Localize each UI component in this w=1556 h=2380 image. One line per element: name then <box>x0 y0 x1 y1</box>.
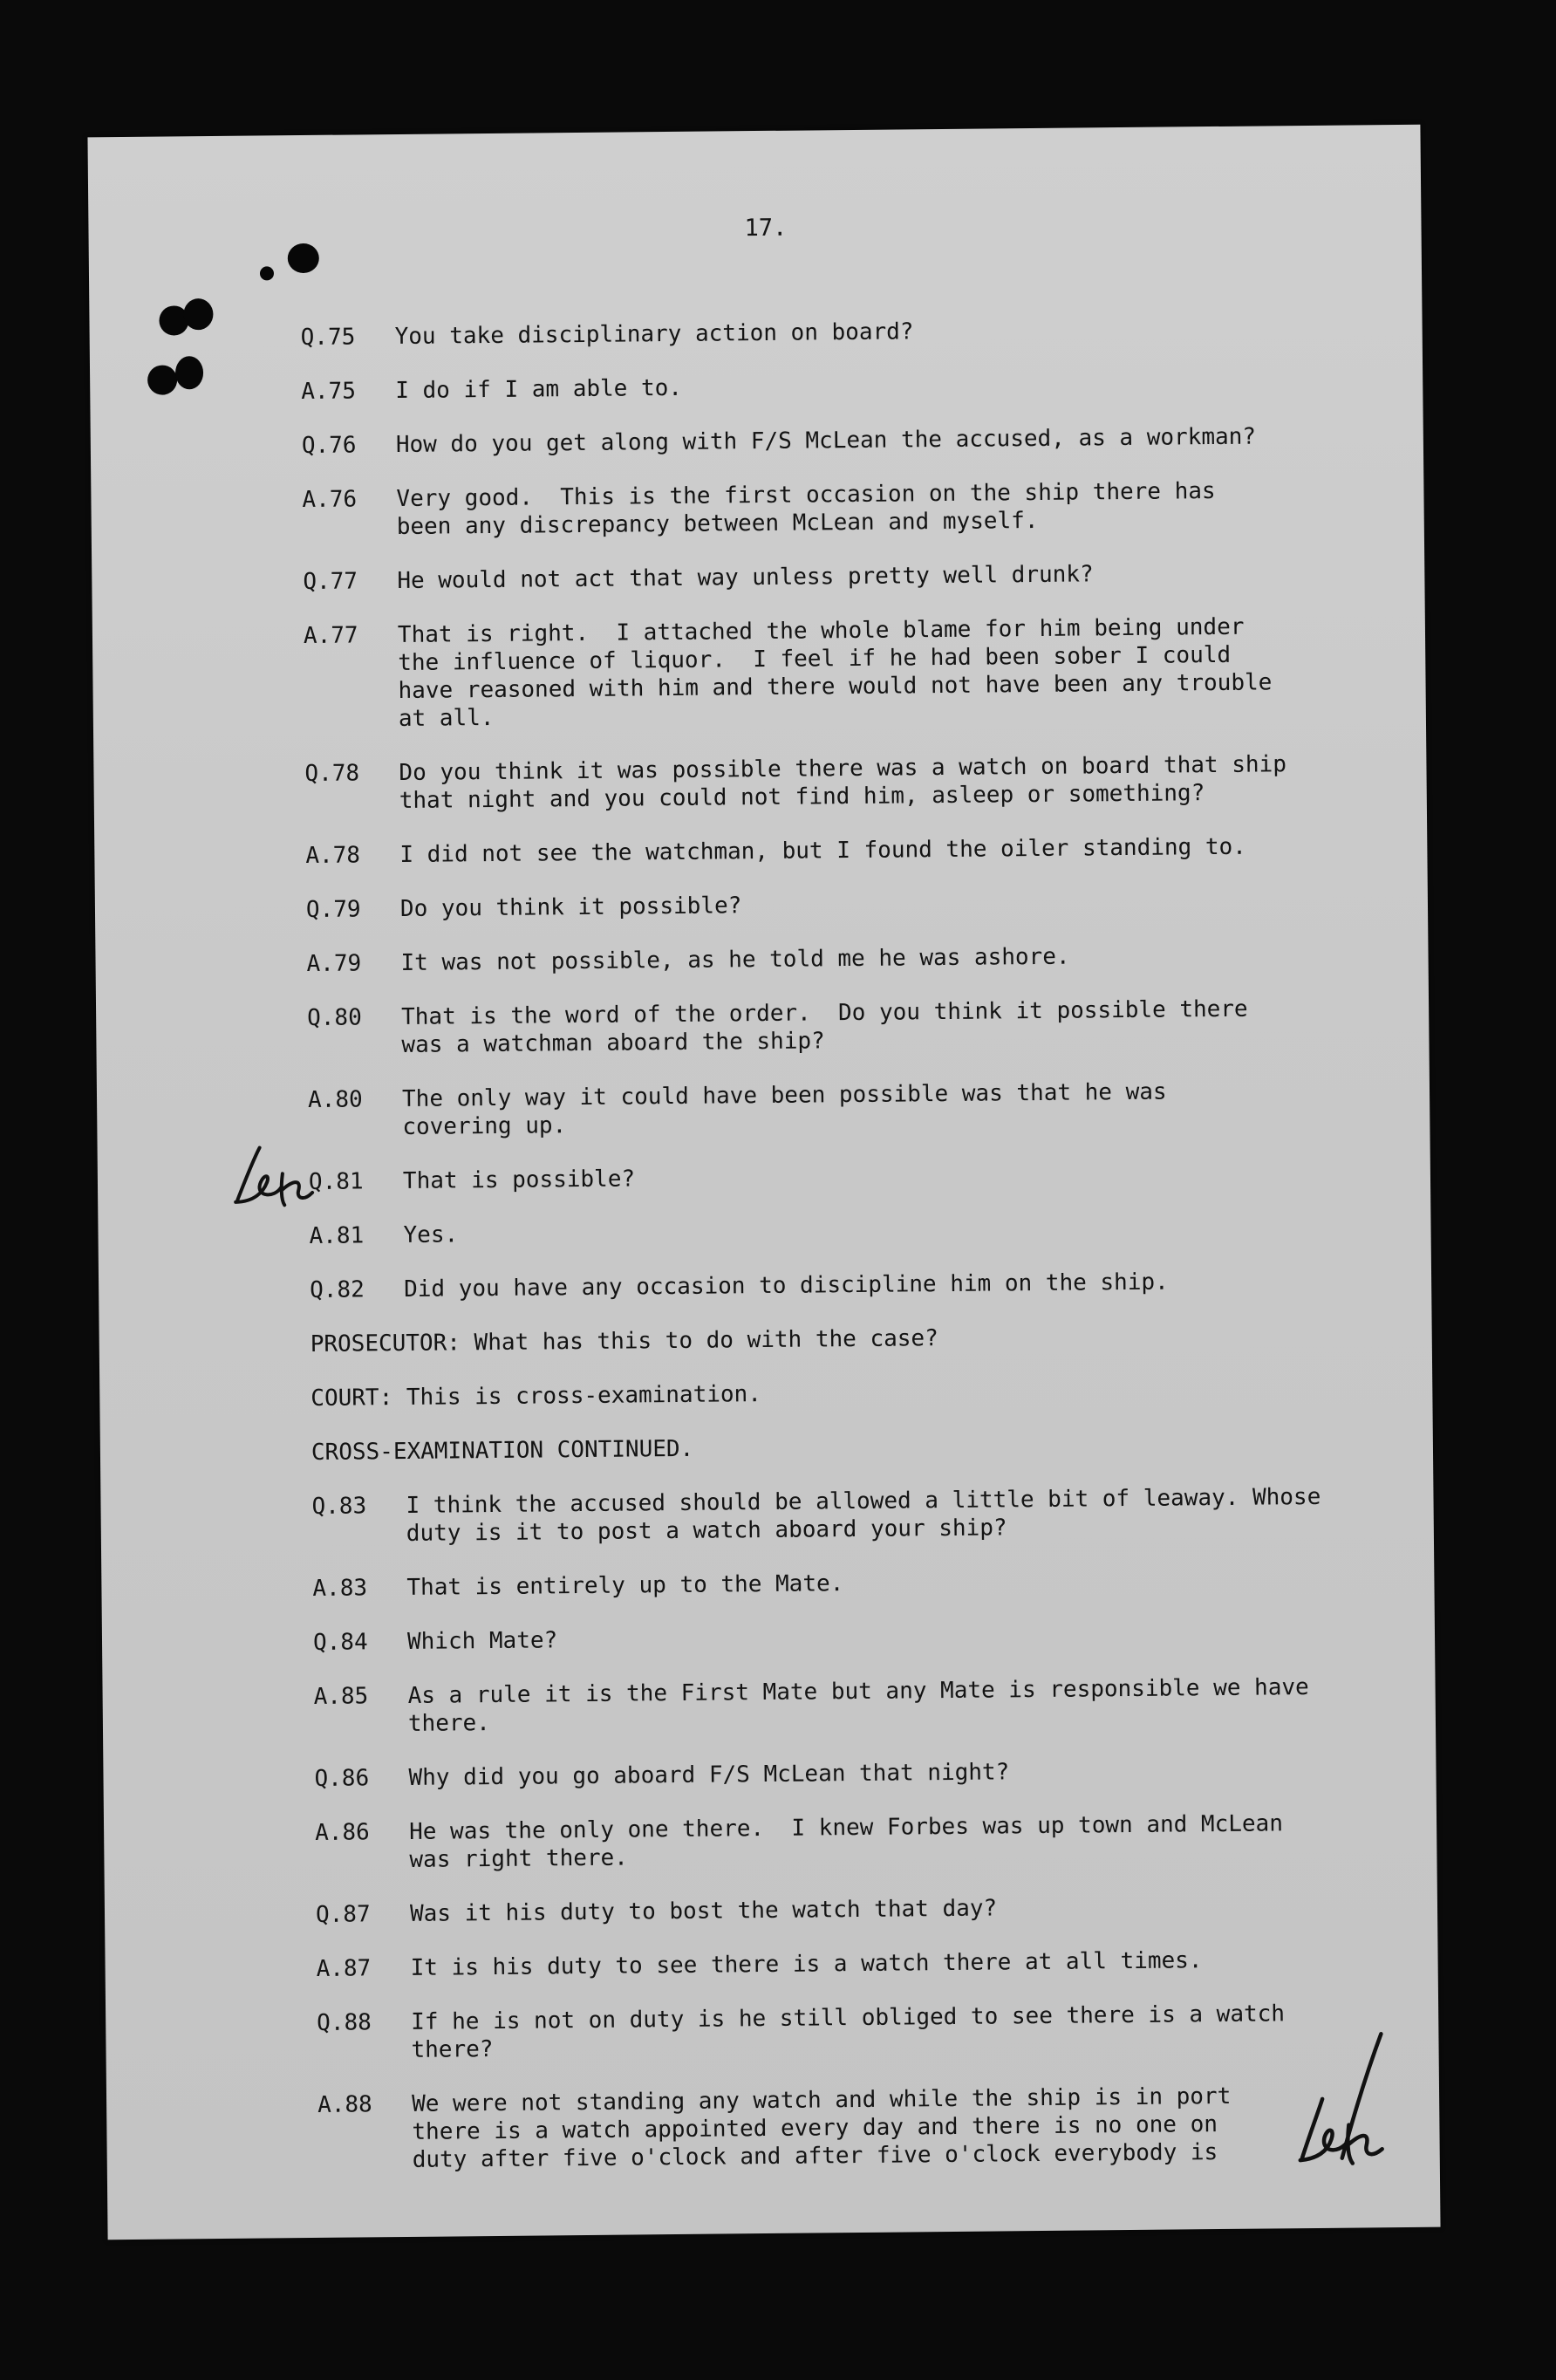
entry-text <box>410 1891 1362 1927</box>
text-line: PROSECUTOR: What has this to do with the case? <box>310 1325 938 1358</box>
punch-hole <box>288 243 319 273</box>
margin-initials <box>229 1139 325 1218</box>
entry-label: Q.80 <box>307 1004 362 1032</box>
statement-line <box>311 1428 1358 1467</box>
entry-label: A.79 <box>306 950 362 978</box>
entry-text <box>399 832 1352 869</box>
entry-label: Q.75 <box>300 324 356 352</box>
entry-label: Q.84 <box>312 1629 368 1656</box>
text-line: I did not see the watchman, but I found the oiler standing to. <box>399 833 1246 868</box>
text-line: That is possible? <box>402 1166 636 1194</box>
entry-text <box>397 558 1349 595</box>
entry-text <box>395 314 1348 351</box>
entry-label: A.80 <box>307 1086 363 1114</box>
text-line: COURT: This is cross-examination. <box>311 1381 762 1412</box>
document-page <box>87 125 1440 2240</box>
entry-text <box>395 368 1348 405</box>
entry-text <box>408 1754 1361 1791</box>
statement-line <box>311 1374 1357 1412</box>
question-entry <box>306 886 1353 925</box>
text-line: at all. <box>398 704 495 732</box>
answer-entry <box>312 1564 1359 1603</box>
entry-text <box>404 1266 1356 1303</box>
entry-text <box>410 1945 1362 1981</box>
question-entry <box>310 1266 1356 1304</box>
text-line: there? <box>411 2036 494 2063</box>
text-line: That is right. I attached the whole blame for him being under <box>397 613 1245 649</box>
text-line: Do you think it was possible there was a watch on board that ship <box>399 751 1287 786</box>
text-line: duty after five o'clock and after five o'clock everybody is <box>412 2139 1218 2173</box>
punch-hole <box>183 298 213 330</box>
question-entry <box>307 995 1355 1061</box>
text-line: That is the word of the order. Do you think it possible there <box>401 995 1248 1030</box>
text-line: duty is it to post a watch aboard your ship? <box>406 1515 1007 1547</box>
text-line: CROSS-EXAMINATION CONTINUED. <box>311 1435 694 1466</box>
entry-text <box>396 422 1348 459</box>
entry-label: A.77 <box>303 622 358 650</box>
question-entry <box>301 314 1348 352</box>
text-line: was a watchman aboard the ship? <box>401 1028 825 1058</box>
answer-entry <box>313 1672 1361 1739</box>
entry-label: A.81 <box>309 1222 365 1250</box>
answer-entry <box>317 2081 1365 2175</box>
text-line: was right there. <box>409 1844 629 1873</box>
text-line: That is entirely up to the Mate. <box>406 1570 844 1601</box>
question-entry <box>316 1891 1362 1929</box>
transcript <box>301 314 1366 2201</box>
entry-text <box>403 1212 1355 1248</box>
entry-label: Q.76 <box>301 432 357 460</box>
answer-entry <box>309 1212 1355 1250</box>
entry-label: A.85 <box>313 1683 369 1710</box>
entry-label: A.78 <box>305 842 361 870</box>
entry-label: A.75 <box>301 378 357 406</box>
punch-hole <box>175 356 203 389</box>
text-line: The only way it could have been possible was that he was <box>401 1078 1167 1112</box>
text-line: covering up. <box>402 1112 567 1140</box>
punch-hole <box>147 365 177 394</box>
answer-entry <box>306 940 1353 979</box>
question-entry <box>302 422 1348 461</box>
question-entry <box>314 1754 1361 1793</box>
text-line: How do you get along with F/S McLean the accused, as a workman? <box>395 423 1257 459</box>
answer-entry <box>305 832 1352 871</box>
entry-text <box>398 612 1351 733</box>
entry-text <box>412 2081 1365 2173</box>
text-line: there is a watch appointed every day and there is no one on <box>412 2111 1218 2145</box>
text-line: He was the only one there. I knew Forbes was up town and McLean <box>408 1810 1284 1845</box>
answer-entry <box>315 1809 1362 1875</box>
text-line: have reasoned with him and there would not have been any trouble <box>398 669 1273 704</box>
text-line: You take disciplinary action on board? <box>394 318 914 351</box>
text-line: Why did you go aboard F/S McLean that night? <box>408 1759 1010 1791</box>
entry-label: Q.88 <box>317 2009 372 2036</box>
entry-text <box>399 750 1352 815</box>
entry-text <box>403 1158 1355 1194</box>
question-entry <box>311 1482 1359 1549</box>
entry-label: Q.81 <box>308 1168 364 1196</box>
text-line: It was not possible, as he told me he was ashore. <box>400 943 1070 976</box>
entry-label: A.88 <box>317 2091 372 2118</box>
entry-text <box>400 886 1353 923</box>
question-entry <box>303 558 1349 597</box>
text-line: Very good. This is the first occasion on the ship there has <box>396 477 1216 513</box>
footer-initials <box>1283 2027 1398 2176</box>
statement-line <box>311 1320 1357 1358</box>
text-line: He would not act that way unless pretty well drunk? <box>397 561 1094 595</box>
entry-label: Q.78 <box>304 760 360 788</box>
entry-label: Q.79 <box>305 896 361 924</box>
text-line: If he is not on duty is he still obliged to see there is a watch <box>411 2000 1286 2035</box>
text-line: Yes. <box>403 1221 459 1248</box>
entry-text <box>411 1999 1364 2063</box>
entry-label: Q.77 <box>303 568 358 596</box>
entry-text <box>409 1809 1362 1873</box>
text-line: As a rule it is the First Mate but any Mate is responsible we have <box>407 1674 1309 1709</box>
entry-text <box>400 940 1353 977</box>
text-line: the influence of liquor. I feel if he had been sober I could <box>398 641 1232 677</box>
entry-text <box>406 1564 1359 1601</box>
answer-entry <box>301 368 1348 407</box>
text-line: Did you have any occasion to discipline him on the ship. <box>404 1269 1169 1303</box>
entry-label: Q.83 <box>311 1493 367 1520</box>
answer-entry <box>316 1945 1362 1983</box>
entry-text <box>407 1618 1360 1655</box>
entry-label: A.83 <box>312 1575 368 1602</box>
answer-entry <box>304 612 1351 735</box>
entry-text <box>406 1482 1359 1547</box>
entry-label: A.87 <box>316 1955 372 1982</box>
answer-entry <box>308 1076 1355 1142</box>
entry-label: A.76 <box>302 486 358 514</box>
question-entry <box>317 1999 1364 2065</box>
text-line: been any discrepancy between McLean and myself. <box>396 507 1039 541</box>
text-line: I think the accused should be allowed a little bit of leaway. Whose <box>406 1483 1321 1519</box>
text-line: that night and you could not find him, asleep or something? <box>399 780 1205 814</box>
text-line: Which Mate? <box>406 1627 558 1655</box>
punch-hole <box>260 266 274 280</box>
entry-text <box>396 476 1349 541</box>
text-line: It is his duty to see there is a watch there at all times. <box>410 1947 1203 1981</box>
entry-label: Q.86 <box>314 1765 370 1792</box>
entry-label: A.86 <box>314 1819 370 1846</box>
text-line: We were not standing any watch and while the ship is in port <box>411 2082 1232 2117</box>
text-line: there. <box>407 1710 491 1737</box>
text-line: Do you think it possible? <box>399 892 742 922</box>
entry-text <box>407 1672 1361 1737</box>
question-entry <box>304 750 1352 817</box>
text-line: Was it his duty to bost the watch that day? <box>409 1895 998 1927</box>
question-entry <box>313 1618 1360 1657</box>
answer-entry <box>302 476 1349 543</box>
entry-label: Q.82 <box>310 1276 365 1304</box>
page-number: 17. <box>744 214 788 243</box>
text-line: I do if I am able to. <box>395 374 683 405</box>
entry-text <box>402 1076 1355 1140</box>
entry-label: Q.87 <box>315 1901 371 1928</box>
question-entry <box>309 1158 1355 1196</box>
entry-text <box>401 995 1355 1059</box>
